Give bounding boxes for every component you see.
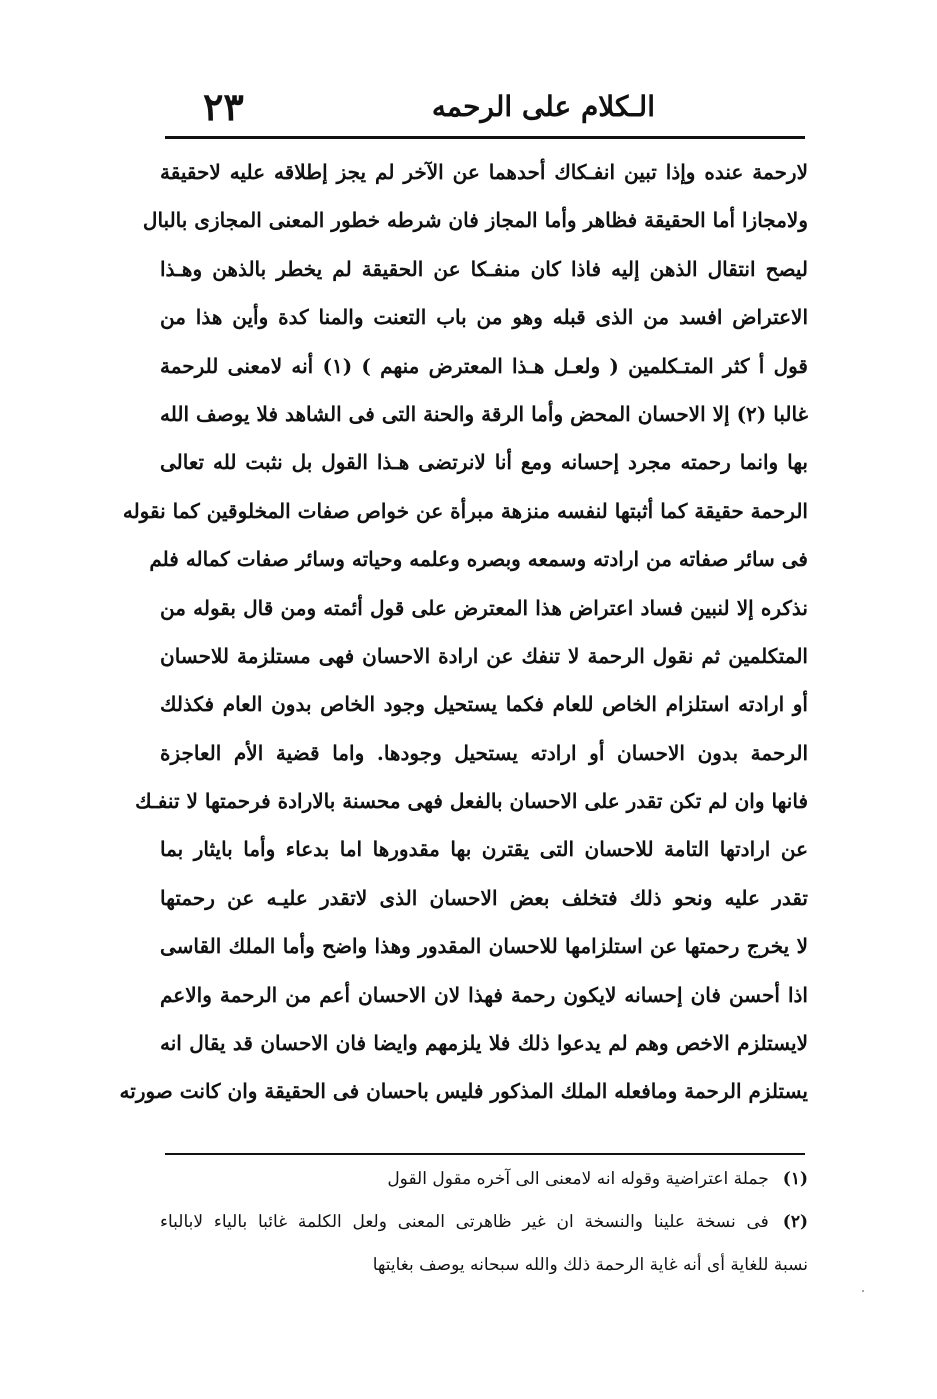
text-line: ولامجازا أما الحقيقة فظاهر وأما المجاز فان شرطه خطور المعنى المجازى بالبال bbox=[142, 208, 808, 233]
text-line: نذكره إلا لنبين فساد اعتراض هذا المعترض على قول أئمته ومن قال بقوله من bbox=[160, 595, 808, 620]
text-line: فانها وان لم تكن تقدر على الاحسان بالفعل فهى محسنة بالارادة فرحمتها لا تنفـك bbox=[135, 789, 808, 814]
running-title: الـكلام على الرحمه bbox=[431, 90, 655, 123]
main-text bbox=[119, 148, 809, 1116]
text-line: بها وانما رحمته مجرد إحسانه ومع أنا لانرتضى هـذا القول بل نثبت لله تعالى bbox=[160, 450, 808, 475]
footnote-text: فى نسخة علينا والنسخة ان غير ظاهرتى المعنى ولعل الكلمة غائبا بالياء لابالباء bbox=[160, 1212, 769, 1232]
page-number: ٢٣ bbox=[203, 84, 244, 129]
page-header bbox=[165, 82, 805, 132]
footnote-number: (١) bbox=[782, 1169, 808, 1189]
footnote-1 bbox=[160, 1158, 808, 1201]
header-rule bbox=[165, 136, 805, 139]
text-line: يستلزم الرحمة ومافعله الملك المذكور فليس باحسان فى الحقيقة وان كانت صورته bbox=[119, 1079, 808, 1104]
text-line: المتكلمين ثم نقول الرحمة لا تنفك عن ارادة الاحسان فهى مستلزمة للاحسان bbox=[160, 643, 808, 668]
text-line: عن ارادتها التامة للاحسان التى يقترن بها مقدورها اما بدعاء وأما بايثار بما bbox=[160, 837, 808, 862]
footnote-2-continuation: نسبة للغاية أى أنه غاية الرحمة ذلك والله سبحانه يوصف بغايتها bbox=[372, 1255, 808, 1275]
text-line: ليصح انتقال الذهن إليه فاذا كان منفـكا عن الحقيقة لم يخطر بالذهن وهـذا bbox=[160, 256, 808, 281]
text-line: الرحمة حقيقة كما أثبتها لنفسه منزهة مبرأة عن خواص صفات المخلوقين كما نقوله bbox=[122, 498, 808, 523]
footnotes bbox=[160, 1158, 808, 1287]
text-line: قول أ كثر المتـكلمين ( ولعـل هـذا المعترض منهم ) (١) أنه لامعنى للرحمة bbox=[160, 353, 808, 378]
text-line: أو ارادته استلزام الخاص للعام فكما يستحيل وجود الخاص بدون العام فكذلك bbox=[160, 692, 808, 717]
footnote-text: جملة اعتراضية وقوله انه لامعنى الى آخره مقول القول bbox=[387, 1169, 769, 1189]
footnote-number: (٢) bbox=[782, 1212, 808, 1232]
text-line: غالبا (٢) إلا الاحسان المحض وأما الرقة والحنة التى فى الشاهد فلا يوصف الله bbox=[160, 401, 809, 426]
text-line: الرحمة بدون الاحسان أو ارادته يستحيل وجودها. واما قضية الأم العاجزة bbox=[160, 740, 808, 765]
text-line: اذا أحسن فان إحسانه لايكون رحمة فهذا لان الاحسان أعم من الرحمة والاعم bbox=[160, 982, 808, 1007]
footnote-2 bbox=[160, 1201, 808, 1244]
text-line: تقدر عليه ونحو ذلك فتخلف بعض الاحسان الذى لاتقدر عليـه عن رحمتها bbox=[160, 885, 808, 910]
text-line: فى سائر صفاته من ارادته وسمعه وبصره وعلمه وحياته وسائر صفات كماله فلم bbox=[149, 547, 808, 572]
text-line: لارحمة عنده وإذا تبين انفـكاك أحدهما عن الآخر لم يجز إطلاقه عليه لاحقيقة bbox=[160, 160, 808, 184]
scan-speck bbox=[862, 1290, 864, 1292]
text-line: لا يخرج رحمتها عن استلزامها للاحسان المقدور وهذا واضح وأما الملك القاسى bbox=[160, 934, 808, 959]
footnote-rule bbox=[165, 1153, 805, 1155]
text-line: الاعتراض افسد من الذى قبله وهو من باب التعنت والمنا كدة وأين هذا من bbox=[160, 305, 808, 330]
text-line: لايستلزم الاخص وهم لم يدعوا ذلك فلا يلزمهم وايضا فان الاحسان قد يقال انه bbox=[160, 1031, 808, 1056]
